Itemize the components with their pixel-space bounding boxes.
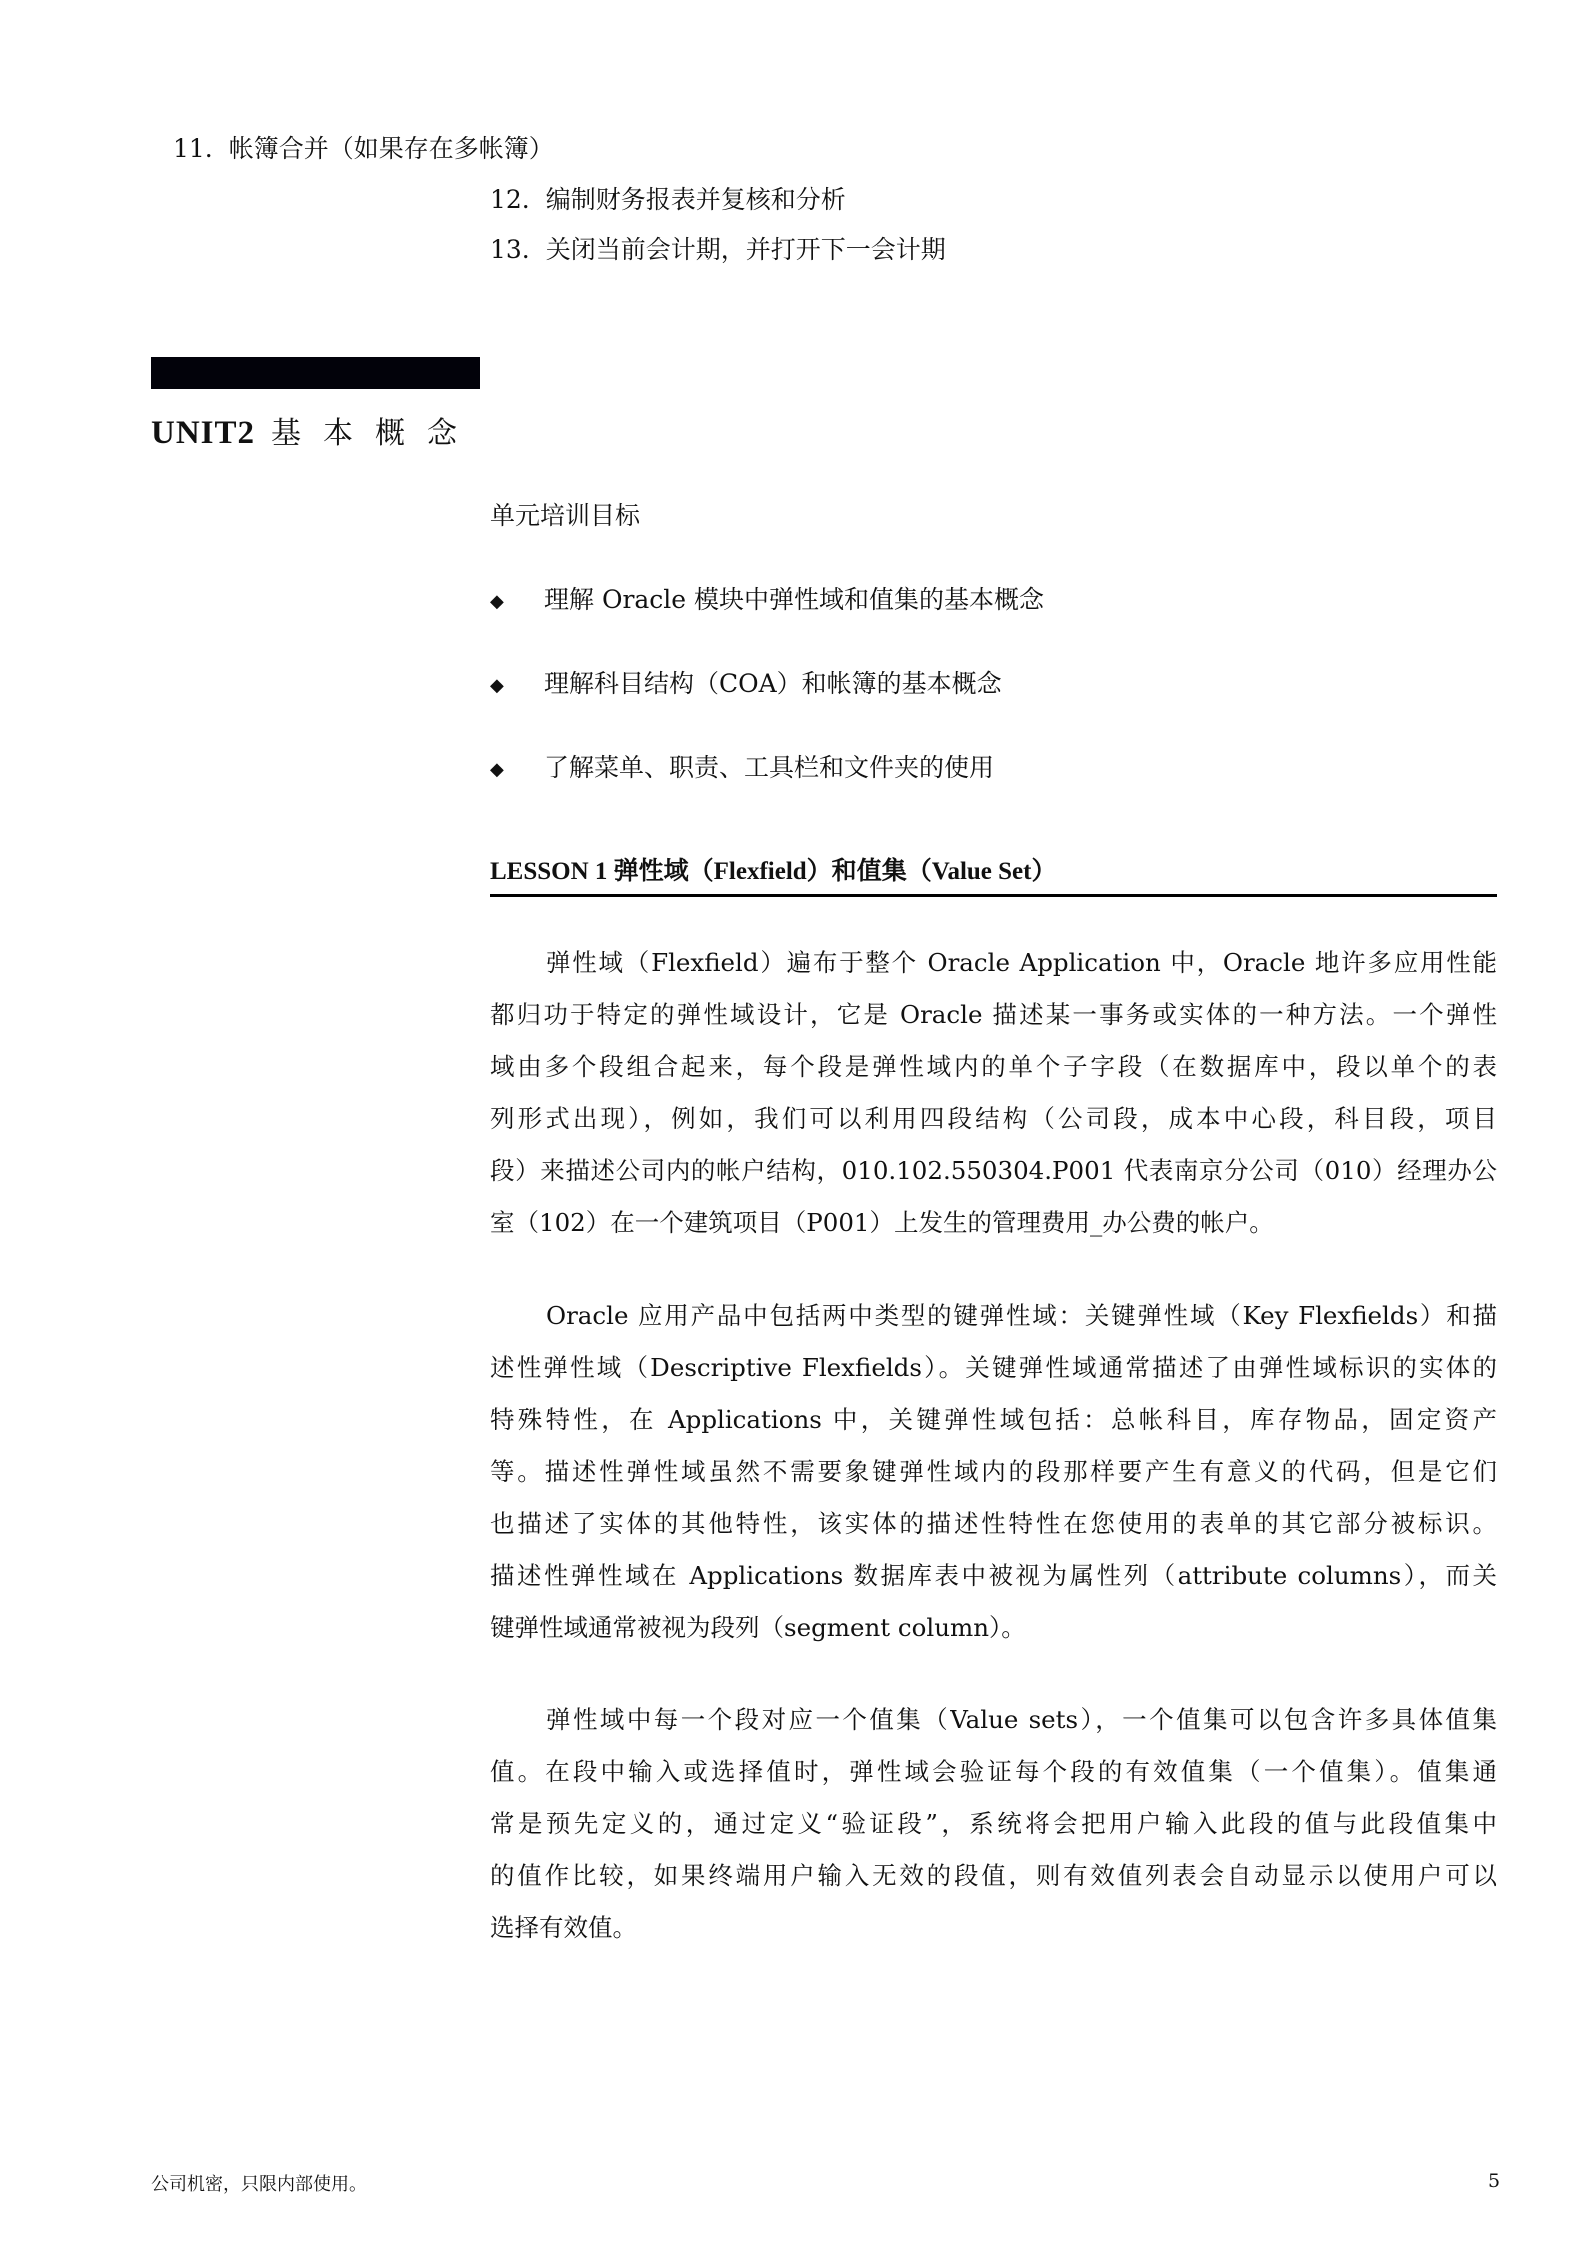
diamond-bullet-icon: ◆ [490, 590, 504, 612]
objective-text: 理解科目结构（COA）和帐簿的基本概念 [544, 669, 1002, 698]
objectives-title: 单元培训目标 [490, 501, 641, 530]
objective-item [490, 668, 1002, 702]
text-line: 弹性域中每一个段对应一个值集（Value sets），一个值集可以包含许多具体值集 [546, 1705, 1497, 1734]
objective-item [490, 584, 1044, 618]
paragraph-flexfield-types [490, 1290, 1497, 1654]
text-line: 述性弹性域（Descriptive Flexfields）。关键弹性域通常描述了由弹性域标识的实体的 [490, 1353, 1497, 1382]
unit-label: UNIT2 [151, 415, 256, 451]
diamond-bullet-icon: ◆ [490, 758, 504, 780]
text-line: 等。描述性弹性域虽然不需要象键弹性域内的段那样要产生有意义的代码，但是它们 [490, 1457, 1497, 1486]
list-text: 编制财务报表并复核和分析 [545, 185, 846, 214]
objective-text: 了解菜单、职责、工具栏和文件夹的使用 [544, 753, 995, 782]
unit-title [151, 408, 479, 452]
text-line: 域由多个段组合起来，每个段是弹性域内的单个子字段（在数据库中，段以单个的表 [490, 1052, 1497, 1081]
list-number: 13. [490, 235, 530, 264]
text-line: 室（102）在一个建筑项目（P001）上发生的管理费用_办公费的帐户。 [490, 1208, 1274, 1237]
text-line: 键弹性域通常被视为段列（segment column）。 [490, 1613, 1026, 1642]
list-text: 关闭当前会计期，并打开下一会计期 [545, 235, 946, 264]
list-text: 帐簿合并（如果存在多帐簿） [228, 134, 554, 163]
objective-item [490, 752, 994, 786]
objective-text: 理解 Oracle 模块中弹性域和值集的基本概念 [544, 585, 1045, 614]
list-number: 11. [173, 134, 213, 163]
text-line: 也描述了实体的其他特性，该实体的描述性特性在您使用的表单的其它部分被标识。 [490, 1509, 1497, 1538]
text-line: 段）来描述公司内的帐户结构，010.102.550304.P001 代表南京分公司（010）经理办公 [490, 1156, 1497, 1185]
text-line: 常是预先定义的，通过定义“验证段”，系统将会把用户输入此段的值与此段值集中 [490, 1809, 1497, 1838]
text-line: 特殊特性，在 Applications 中，关键弹性域包括：总帐科目，库存物品，固定资产 [490, 1405, 1497, 1434]
lesson-heading: LESSON 1 弹性域（Flexfield）和值集（Value Set） [490, 856, 1497, 897]
unit-header-bar [151, 357, 480, 389]
text-line: 弹性域（Flexfield）遍布于整个 Oracle Application 中，Oracle 地许多应用性能 [546, 948, 1497, 977]
list-number: 12. [490, 185, 530, 214]
unit-title-text: 基本概念 [271, 416, 480, 451]
text-line: 描述性弹性域在 Applications 数据库表中被视为属性列（attribute columns），而关 [490, 1561, 1497, 1590]
list-item-12 [490, 184, 846, 216]
paragraph-value-sets [490, 1694, 1497, 1954]
text-line: 列形式出现），例如，我们可以利用四段结构（公司段，成本中心段，科目段，项目 [490, 1104, 1497, 1133]
text-line: 都归功于特定的弹性域设计，它是 Oracle 描述某一事务或实体的一种方法。一个弹性 [490, 1000, 1497, 1029]
text-line: Oracle 应用产品中包括两中类型的键弹性域：关键弹性域（Key Flexfields）和描 [546, 1301, 1497, 1330]
list-item-13 [490, 234, 946, 266]
list-item-11 [173, 133, 554, 165]
paragraph-flexfield-intro [490, 937, 1497, 1249]
footer-confidential: 公司机密，只限内部使用。 [151, 2174, 367, 2195]
text-line: 选择有效值。 [490, 1913, 637, 1942]
diamond-bullet-icon: ◆ [490, 674, 504, 696]
text-line: 值。在段中输入或选择值时，弹性域会验证每个段的有效值集（一个值集）。值集通 [490, 1757, 1497, 1786]
page-number: 5 [1488, 2170, 1501, 2192]
text-line: 的值作比较，如果终端用户输入无效的段值，则有效值列表会自动显示以使用户可以 [490, 1861, 1497, 1890]
